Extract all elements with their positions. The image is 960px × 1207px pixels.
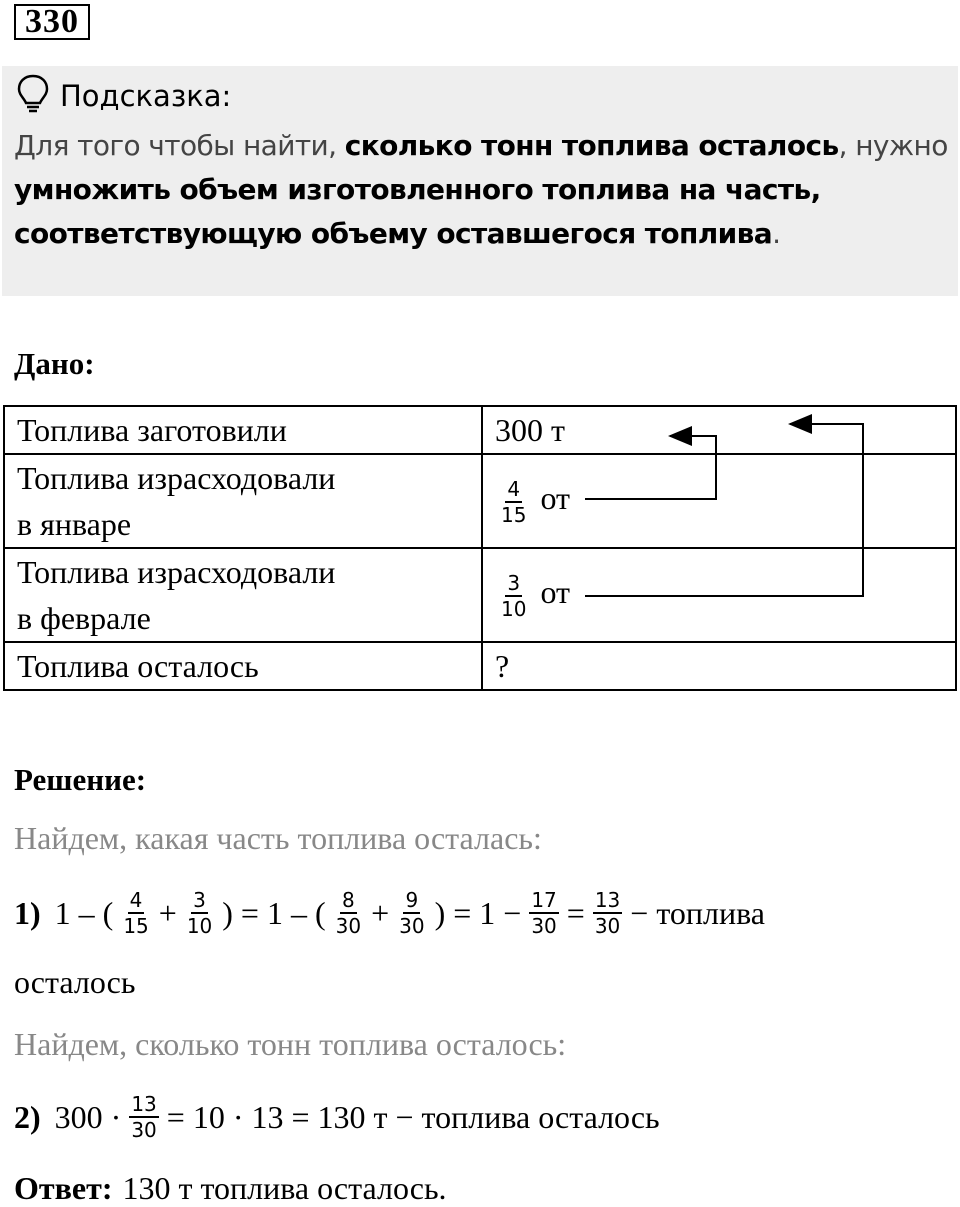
formula-text: + <box>158 894 177 931</box>
formula-text: + <box>371 894 390 931</box>
fraction-numerator: 9 <box>405 888 419 912</box>
step1-continuation: осталось <box>14 964 136 1000</box>
step1-number: 1) <box>14 894 41 931</box>
row-suffix: от <box>532 574 571 611</box>
formula-text: 1 – ( <box>54 894 114 931</box>
fraction-denominator: 15 <box>501 502 527 527</box>
formula-fraction <box>334 888 363 938</box>
formula-fraction <box>593 888 622 938</box>
row-label-line: в январе <box>17 506 132 542</box>
formula-text: = 10 · 13 = 130 т − топлива осталось <box>166 1098 660 1135</box>
row-suffix: от <box>532 480 571 517</box>
fraction-numerator: 8 <box>341 888 355 912</box>
row-label-line: Топлива заготовили <box>17 412 287 448</box>
fraction-numerator: 4 <box>507 476 521 501</box>
fraction-numerator: 3 <box>507 570 521 595</box>
step1-intro: Найдем, какая часть топлива осталась: <box>14 820 542 856</box>
fraction-denominator: 10 <box>186 914 213 938</box>
formula-text: ) = 1 – ( <box>222 894 326 931</box>
fraction-numerator: 17 <box>531 888 557 912</box>
solution-heading: Решение: <box>14 762 147 797</box>
row-label-line: в феврале <box>17 600 151 636</box>
fraction-denominator: 15 <box>123 914 149 938</box>
formula-fraction <box>397 888 426 938</box>
problem-number: 330 <box>14 4 90 40</box>
row-value-text: ? <box>495 648 510 684</box>
fraction-denominator: 30 <box>531 914 557 938</box>
formula-fraction <box>129 1092 158 1142</box>
given-heading: Дано: <box>14 346 95 381</box>
step2-formula <box>14 1086 664 1148</box>
formula-text: ) = 1 − <box>434 894 522 931</box>
formula-fraction <box>121 888 150 938</box>
formula-text: − топлива <box>630 894 765 931</box>
fraction-denominator: 30 <box>335 914 362 938</box>
arrow-january <box>585 436 716 499</box>
step2-number: 2) <box>14 1098 41 1135</box>
answer-label: Ответ: <box>14 1170 113 1206</box>
row-label-line: Топлива израсходовали <box>17 554 336 590</box>
hint-title: Подсказка: <box>60 79 232 113</box>
fraction-denominator: 30 <box>594 914 621 938</box>
hint-segment: Для того чтобы найти, <box>14 129 345 162</box>
arrow-february <box>585 424 863 596</box>
fraction-numerator: 13 <box>594 888 621 912</box>
step2-intro: Найдем, сколько тонн топлива осталось: <box>14 1026 567 1062</box>
fraction-denominator: 30 <box>399 914 425 938</box>
hint-bold-segment: умножить объем изготовленного топлива на часть, соответствующую объему оставшегося топлива <box>14 173 821 250</box>
row-label-line: Топлива осталось <box>17 648 259 684</box>
answer-line <box>14 1170 447 1207</box>
step1-formula <box>14 882 769 944</box>
fraction-denominator: 10 <box>501 596 527 621</box>
answer-text: 130 т топлива осталось. <box>122 1170 447 1206</box>
formula-fraction <box>185 888 214 938</box>
formula-text: 300 · <box>54 1098 122 1135</box>
fraction-denominator: 30 <box>131 1118 157 1142</box>
fraction-numerator: 13 <box>131 1092 157 1116</box>
formula-fraction <box>529 888 558 938</box>
row-value-text: 300 т <box>495 412 565 448</box>
hint-bold-segment: сколько тонн топлива осталось <box>344 129 839 162</box>
hint-segment: . <box>772 217 781 250</box>
formula-text: = <box>566 894 585 931</box>
fraction-numerator: 4 <box>129 888 143 912</box>
hint-segment: , нужно <box>838 129 948 162</box>
row-label-line: Топлива израсходовали <box>17 460 336 496</box>
fraction-numerator: 3 <box>193 888 206 912</box>
